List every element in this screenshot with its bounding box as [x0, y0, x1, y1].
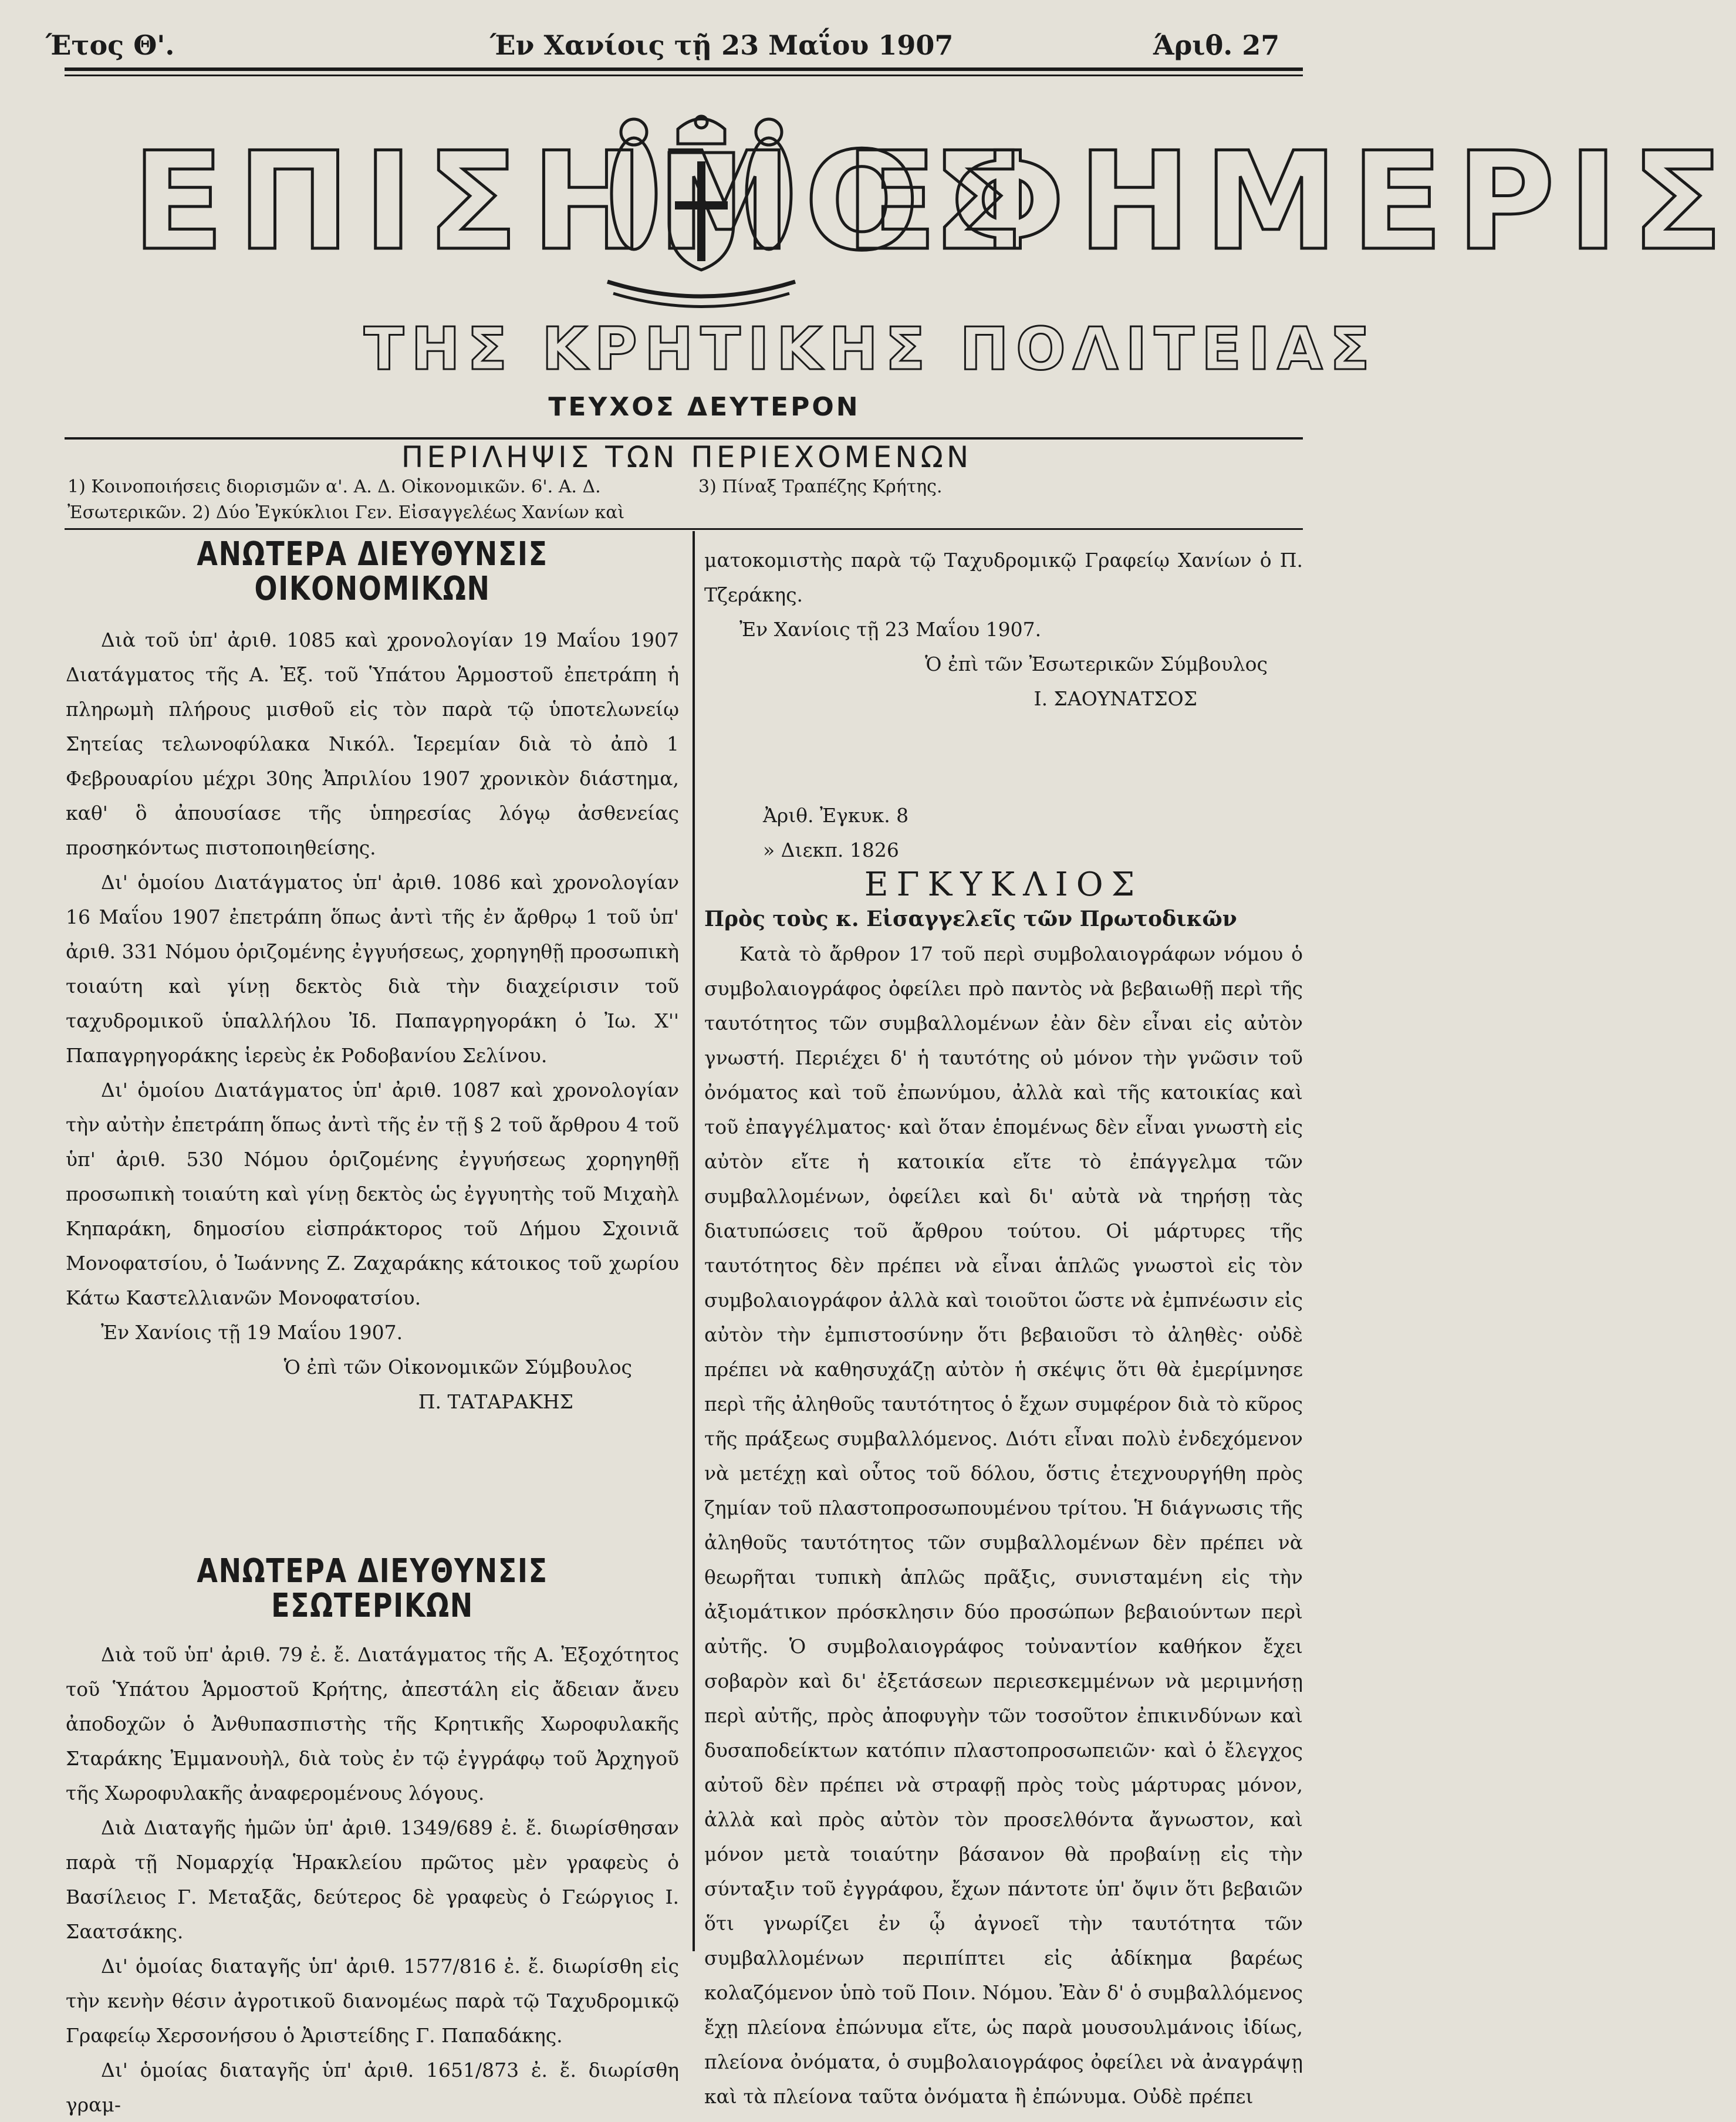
reference-protocol: » Διεκπ. 1826 — [763, 839, 899, 861]
signature-title: Ὁ ἐπὶ τῶν Ἐσωτερικῶν Σύμβουλος — [925, 653, 1268, 675]
heading-finance: ΑΝΩΤΕΡΑ ΔΙΕΥΘΥΝΣΙΣ ΟΙΚΟΝΟΜΙΚΩΝ — [197, 535, 548, 608]
contents-line-1: 1) Κοινοποιήσεις διορισμῶν α'. Α. Δ. Οἰκονομικῶν. 6'. Α. Δ. — [67, 477, 601, 497]
contents-left — [67, 474, 624, 526]
right-column — [704, 543, 1303, 2114]
top-rule-thin — [65, 75, 1303, 76]
place-date: Έν Χανίοις τῇ 23 Μαΐου 1907 — [490, 29, 954, 61]
paragraph: Διὰ Διαταγῆς ἡμῶν ὑπ' ἀριθ. 1349/689 ἐ. ἔ. διωρίσθησαν παρὰ τῇ Νομαρχίᾳ Ἡρακλείου πρῶτος μὲν γραφεὺς ὁ Βασίλειος Γ. Μεταξᾶς, δεύτερος δὲ γραφεὺς ὁ Γεώργιος Ι. Σαατσάκης. — [66, 1816, 679, 1943]
paragraph: Διὰ τοῦ ὑπ' ἀριθ. 1085 καὶ χρονολογίαν 19 Μαΐου 1907 Διατάγματος τῆς Α. Ἐξ. τοῦ Ὑπάτου Ἁρμοστοῦ ἐπετράπη ἡ πληρωμὴ πλήρους μισθοῦ εἰς τὸν παρὰ τῷ ὑποτελωνείῳ Σητείας τελωνοφύλακα Νικόλ. Ἱερεμίαν διὰ τὸ ἀπὸ 1 Φεβρουαρίου μέχρι 30ης Ἀπριλίου 1907 χρονικὸν διάστημα, καθ' ὃ ἀπουσίασε τῆς ὑπηρεσίας λόγῳ ἀσθενείας προσηκόντως πιστοποιηθείσης. — [66, 629, 679, 859]
issue-number: Άριθ. 27 — [1153, 29, 1280, 61]
paragraph: Δι' ὁμοίας διαταγῆς ὑπ' ἀριθ. 1651/873 ἐ. ἔ. διωρίσθη γραμ- — [66, 2059, 679, 2116]
year-label: Έτος Θ'. — [46, 29, 175, 61]
column-divider — [693, 531, 695, 1951]
paragraph: Δι' ὁμοίας διαταγῆς ὑπ' ἀριθ. 1577/816 ἐ. ἔ. διωρίσθη εἰς τὴν κενὴν θέσιν ἀγροτικοῦ διανομέως παρὰ τῷ Ταχυδρομικῷ Γραφείῳ Χερσονήσου ὁ Ἀριστείδης Γ. Παπαδάκης. — [66, 1955, 679, 2047]
contents-title: ΠΕΡΙΛΗΨΙΣ ΤΩΝ ΠΕΡΙΕΧΟΜΕΝΩΝ — [401, 440, 972, 474]
signature-name: Ι. ΣΑΟΥΝΑΤΣΟΣ — [1034, 687, 1197, 710]
coat-of-arms-emblem — [578, 106, 825, 317]
contents-bottom-rule — [65, 528, 1303, 530]
circular-recipients: Πρὸς τοὺς κ. Εἰσαγγελεῖς τῶν Πρωτοδικῶν — [704, 907, 1237, 931]
subtitle: ΤΗΣ ΚΡΗΤΙΚΗΣ ΠΟΛΙΤΕΙΑΣ — [364, 315, 1377, 383]
paragraph: Δι' ὁμοίου Διατάγματος ὑπ' ἀριθ. 1086 καὶ χρονολογίαν 16 Μαΐου 1907 ἐπετράπη ὅπως ἀντὶ τῆς ἐν ἄρθρῳ 1 τοῦ ὑπ' ἀριθ. 331 Νόμου ὁριζομένης ἐγγυήσεως, χορηγηθῇ προσωπικὴ τοιαύτη καὶ γίνῃ δεκτὸς διὰ τὴν διαχείρισιν τοῦ ταχυδρομικοῦ ὑπαλλήλου Ἰδ. Παπαγρηγοράκη ὁ Ἰω. Χ'' Παπαγρηγοράκης ἱερεὺς ἐκ Ροδοβανίου Σελίνου. — [66, 871, 679, 1067]
signature-title: Ὁ ἐπὶ τῶν Οἰκονομικῶν Σύμβουλος — [283, 1356, 632, 1378]
title-right: ΕΦΗΜΕΡΙΣ — [845, 124, 1736, 281]
contents-line-3: 3) Πίναξ Τραπέζης Κρήτης. — [698, 477, 943, 497]
heading-interior: ΑΝΩΤΕΡΑ ΔΙΕΥΘΥΝΣΙΣ ΕΣΩΤΕΡΙΚΩΝ — [197, 1552, 548, 1625]
signature-name: Π. ΤΑΤΑΡΑΚΗΣ — [418, 1390, 573, 1413]
top-rule — [65, 67, 1303, 71]
paragraph: Διὰ τοῦ ὑπ' ἀριθ. 79 ἐ. ἔ. Διατάγματος τῆς Α. Ἐξοχότητος τοῦ Ὑπάτου Ἁρμοστοῦ Κρήτης, ἀπεστάλη εἰς ἄδειαν ἄνευ ἀποδοχῶν ὁ Ἀνθυπασπιστὴς τῆς Κρητικῆς Χωροφυλακῆς Σταράκης Ἐμμανουὴλ, διὰ τοὺς ἐν τῷ ἐγγράφῳ τοῦ Ἀρχηγοῦ τῆς Χωροφυλακῆς ἀναφερομένους λόγους. — [66, 1643, 679, 1805]
reference-number: Ἀριθ. Ἐγκυκ. 8 — [763, 804, 909, 827]
paragraph: Κατὰ τὸ ἄρθρον 17 τοῦ περὶ συμβολαιογράφων νόμου ὁ συμβολαιογράφος ὀφείλει πρὸ παντὸς νὰ βεβαιωθῇ περὶ τῆς ταυτότητος τῶν συμβαλλομένων ἐὰν δὲν εἶναι εἰς αὐτὸν γνωστή. Περιέχει δ' ἡ ταυτότης οὐ μόνον τὴν γνῶσιν τοῦ ὀνόματος καὶ τοῦ ἐπωνύμου, ἀλλὰ καὶ τῆς κατοικίας καὶ τοῦ ἐπαγγέλματος· καὶ ὅταν ἑπομένως δὲν εἶναι γνωστὴ εἰς αὐτὸν εἴτε ἡ κατοικία εἴτε τὸ ἐπάγγελμα τῶν συμβαλλομένων, ὀφείλει καὶ δι' αὐτὰ νὰ τηρήσῃ τὰς διατυπώσεις τοῦ ἄρθρου τούτου. Οἱ μάρτυρες τῆς ταυτότητος δὲν πρέπει νὰ εἶναι ἁπλῶς γνωστοὶ εἰς τὸν συμβολαιογράφον ἀλλὰ καὶ τοιοῦτοι ὥστε νὰ ἐμπνέωσιν εἰς αὐτὸν τὴν ἐμπιστοσύνην ὅτι βεβαιοῦσι τὸ ἀληθὲς· οὐδὲ πρέπει νὰ καθησυχάζῃ αὐτὸν ἡ σκέψις ὅτι θὰ ἐμερίμνησε περὶ τῆς ἀληθοῦς ταυτότητος ὁ ἔχων συμφέρον διὰ τὸ κῦρος τῆς πράξεως συμβαλλόμενος. Διότι εἶναι πολὺ ἐνδεχόμενον νὰ μετέχῃ καὶ οὗτος τοῦ δόλου, ὅστις ἐτεχνουργήθη πρὸς ζημίαν τοῦ πλαστοπροσωπουμένου τρίτου. Ἡ διάγνωσις τῆς ἀληθοῦς ταυτότητος τῶν συμβαλλομένων δὲν πρέπει νὰ θεωρῆται τυπικὴ ἁπλῶς πρᾶξις, συνισταμένη εἰς τὴν ἀξιομάτικον πρόσκλησιν δύο προσώπων βεβαιούντων περὶ αὐτῆς. Ὁ συμβολαιογράφος τοὐναντίον καθήκον ἔχει σοβαρὸν καὶ δι' ἐξετάσεων περιεσκεμμένων νὰ μεριμνήσῃ περὶ αὐτῆς, πρὸς ἀποφυγὴν τῶν τοσοῦτον ἐπικινδύνων καὶ δυσαποδείκτων κατόπιν πλαστοπροσωπειῶν· καὶ ὁ ἔλεγχος αὐτοῦ δὲν πρέπει νὰ στραφῇ πρὸς τοὺς μάρτυρας μόνον, ἀλλὰ καὶ πρὸς αὐτὸν τὸν προσελθόντα ἄγνωστον, καὶ μόνον μετὰ τοιαύτην βάσανον θὰ προβαίνῃ εἰς τὴν σύνταξιν τοῦ ἐγγράφου, ἔχων πάντοτε ὑπ' ὄψιν ὅτι βεβαιῶν ὅτι γνωρίζει ἐν ᾧ ἀγνοεῖ τὴν ταυτότητα τῶν συμβαλλομένων περιπίπτει εἰς ἀδίκημα βαρέως κολαζόμενον ὑπὸ τοῦ Ποιν. Νόμου. Ἐὰν δ' ὁ συμβαλλόμενος ἔχῃ πλείονα ἐπώνυμα εἴτε, ὡς παρὰ μουσουλμάνοις ἰδίως, πλείονα ὀνόματα, ὁ συμβολαιογράφος ὀφείλει νὰ ἀναγράψῃ καὶ τὰ πλείονα ταῦτα ὀνόματα ἢ ἐπώνυμα. Οὐδὲ πρέπει — [704, 942, 1303, 2108]
date-line: Ἐν Χανίοις τῇ 19 Μαΐου 1907. — [101, 1321, 403, 1344]
contents-line-2: Ἐσωτερικῶν. 2) Δύο Ἐγκύκλιοι Γεν. Εἰσαγγελέως Χανίων καὶ — [67, 502, 625, 523]
title-left: ΕΠΙΣΗΜΟΣ — [132, 124, 1038, 281]
paragraph: Δι' ὁμοίου Διατάγματος ὑπ' ἀριθ. 1087 καὶ χρονολογίαν τὴν αὐτὴν ἐπετράπη ὅπως ἀντὶ τῆς ἐν τῇ § 2 τοῦ ἄρθρου 4 τοῦ ὑπ' ἀριθ. 530 Νόμου ὁριζομένης ἐγγυήσεως χορηγηθῇ προσωπικὴ τοιαύτη καὶ γίνῃ δεκτὸς ὡς ἐγγυητὴς τοῦ Μιχαὴλ Κηπαράκη, δημοσίου εἰσπράκτορος τοῦ Δήμου Σχοινιᾶ Μονοφατσίου, ὁ Ἰωάννης Ζ. Ζαχαράκης κάτοικος τοῦ χωρίου Κάτω Καστελλιανῶν Μονοφατσίου. — [66, 1079, 679, 1309]
contents-rule — [65, 437, 1303, 440]
circular-heading: ΕΓΚΥΚΛΙΟΣ — [864, 866, 1143, 904]
masthead-top-line — [0, 23, 1414, 65]
date-line: Ἐν Χανίοις τῇ 23 Μαΐου 1907. — [739, 618, 1042, 641]
volume-label: ΤΕΥΧΟΣ ΔΕΥΤΕΡΟΝ — [548, 392, 860, 422]
left-column — [66, 537, 679, 2122]
paragraph: ματοκομιστὴς παρὰ τῷ Ταχυδρομικῷ Γραφείῳ Χανίων ὁ Π. Τζεράκης. — [704, 549, 1303, 606]
contents-right — [698, 474, 942, 500]
